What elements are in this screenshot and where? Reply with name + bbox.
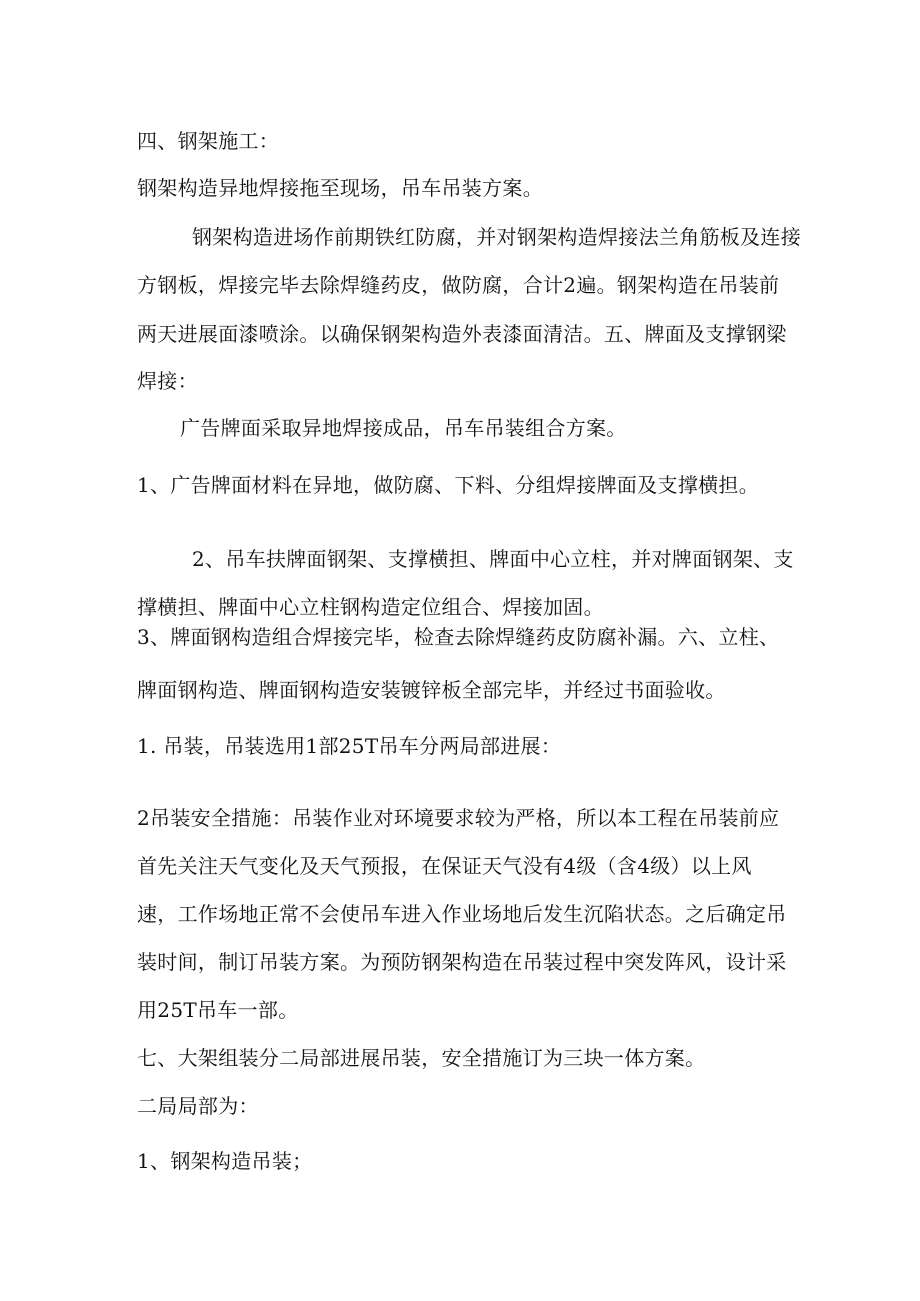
paragraph-line: 两天进展面漆喷涂。以确保钢架构造外表漆面清洁。五、牌面及支撑钢梁: [137, 322, 787, 346]
list-item: 1、钢架构造吊装；: [137, 1149, 313, 1173]
paragraph-line: 二局局部为：: [137, 1094, 259, 1118]
paragraph-line: 用25T吊车一部。: [137, 998, 299, 1022]
list-item: 2吊装安全措施：吊装作业对环境要求较为严格，所以本工程在吊装前应: [137, 806, 780, 830]
paragraph-line: 方钢板，焊接完毕去除焊缝药皮，做防腐，合计2遍。钢架构造在吊装前: [137, 273, 780, 297]
list-item: 3、牌面钢构造组合焊接完毕，检查去除焊缝药皮防腐补漏。六、立柱、: [137, 625, 780, 649]
paragraph-line: 首先关注天气变化及天气预报，在保证天气没有4级（含4级）以上风: [137, 854, 752, 878]
paragraph-line: 牌面钢构造、牌面钢构造安装镀锌板全部完毕，并经过书面验收。: [137, 678, 726, 702]
heading-steel-frame: 四、钢架施工：: [137, 129, 280, 153]
paragraph-line: 撑横担、牌面中心立柱钢构造定位组合、焊接加固。: [137, 595, 604, 619]
list-item: 1、广告牌面材料在异地，做防腐、下料、分组焊接牌面及支撑横担。: [137, 473, 760, 497]
paragraph-line: 速，工作场地正常不会使吊车进入作业场地后发生沉陷状态。之后确定吊: [137, 902, 787, 926]
paragraph-line: 焊接：: [137, 369, 198, 393]
paragraph-line: 钢架构造进场作前期铁红防腐，并对钢架构造焊接法兰角筋板及连接: [192, 225, 801, 249]
paragraph-line: 装时间，制订吊装方案。为预防钢架构造在吊装过程中突发阵风，设计采: [137, 950, 787, 974]
list-item: 1. 吊装，吊装选用1部25T吊车分两局部进展：: [137, 734, 562, 758]
paragraph-line: 钢架构造异地焊接拖至现场，吊车吊装方案。: [137, 176, 543, 200]
heading-section-seven: 七、大架组装分二局部进展吊装，安全措施订为三块一体方案。: [137, 1046, 706, 1070]
list-item: 2、吊车扶牌面钢架、支撑横担、牌面中心立柱，并对牌面钢架、支: [192, 547, 794, 571]
paragraph-line: 广告牌面采取异地焊接成品，吊车吊装组合方案。: [180, 416, 627, 440]
